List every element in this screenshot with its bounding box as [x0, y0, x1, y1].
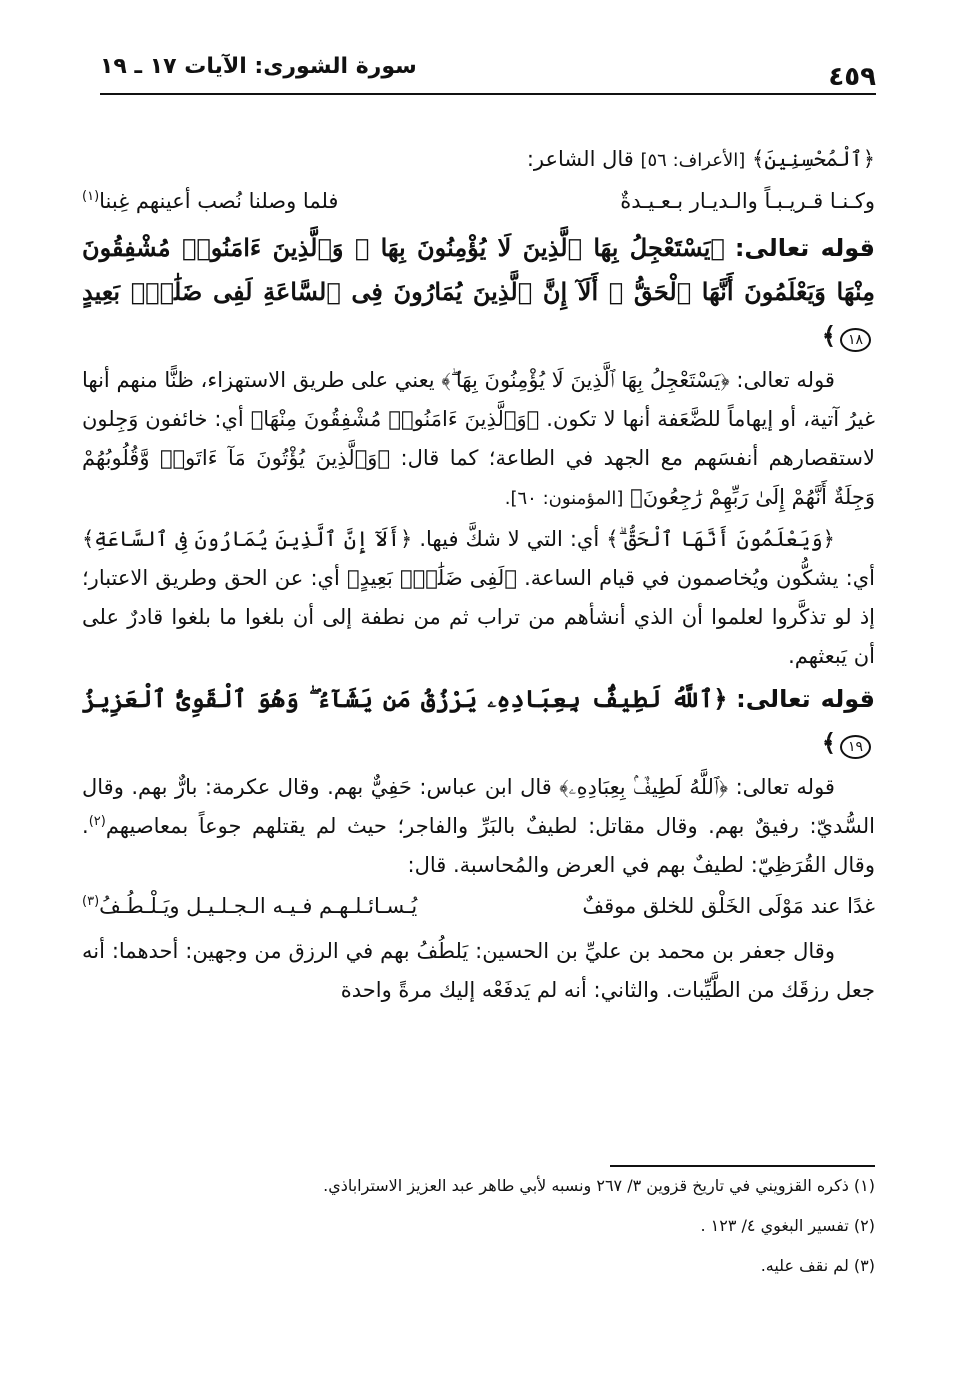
quran-quote: ﴿لَفِى ضَلَٰلٍۭ بَعِيدٍ﴾: [346, 566, 517, 590]
footnote-3: (٣) لم نقف عليه.: [760, 1256, 875, 1275]
paragraph-5: وقال جعفر بن محمد بن عليِّ بن الحسين: يَلطُفُ بهم في الرزق من وجهين: أحدهما: أنه جعل رزقَك من الطَّيِّبات. والثاني: أنه لم يَدفَعْه إليك مرةً واحدة: [82, 939, 875, 1002]
verse-heading-1: [82, 227, 875, 359]
paragraph-4: [82, 768, 875, 885]
paragraph-text: قوله تعالى:: [735, 775, 835, 799]
citation: [الأعراف: ٥٦]: [640, 150, 746, 171]
paragraph-text: قال الشاعر:: [526, 147, 634, 171]
quran-quote: ﴿ٱلْمُحْسِنِينَ﴾: [751, 147, 875, 171]
citation: [المؤمنون: ٦٠].: [504, 488, 624, 509]
paragraph-3: [82, 520, 875, 676]
heading-label: قوله تعالى:: [736, 685, 875, 713]
paragraph-2: [82, 361, 875, 518]
quran-quote: ﴿وَٱلَّذِينَ ءَامَنُوا۟ مُشْفِقُونَ مِنْهَا﴾: [250, 407, 540, 431]
verse-first-hemistich: وكـنـا قـريـبـاً والـديـار بـعـيـدةٌ: [620, 189, 875, 213]
page-header: [100, 46, 876, 94]
page-number: ٤٥٩: [828, 62, 876, 92]
quran-verse: ﴿ٱللَّهُ لَطِيفٌۢ بِعِبَادِهِۦ يَرْزُقُ مَن يَشَآءُ ۖ وَهُوَ ٱلْقَوِىُّ ٱلْعَزِيزُ: [82, 684, 728, 713]
verse-second-hemistich: يُـسـائـلـهـم فـيـه الـجـلـيـل ويَـلْـطُـفُ$^{(٣)}$: [82, 894, 418, 918]
verse-first-hemistich: غدًا عند مَوْلَى الخَلْق للخلق موقفٌ: [582, 894, 875, 918]
quran-quote: ﴿ٱللَّهُ لَطِيفٌۢ بِعِبَادِهِۦ﴾: [559, 775, 729, 799]
running-title: سورة الشورى: الآيات ١٧ ـ ١٩: [100, 54, 417, 79]
quran-quote: ﴿يَسْتَعْجِلُ بِهَا ٱلَّذِينَ لَا يُؤْمِنُونَ بِهَا ۖ﴾: [441, 368, 730, 392]
footnote-1: (١) ذكره القزويني في تاريخ قزوين ٣/ ٢٦٧ ونسبه لأبي طاهر عبد العزيز الاستراباذي.: [323, 1176, 875, 1195]
quran-quote: ﴿وَيَعْلَمُونَ أَنَّهَا ٱلْحَقُّ ۗ﴾: [606, 527, 835, 551]
footnote-marker: (٣): [82, 894, 100, 909]
footnotes: [82, 1166, 875, 1286]
quran-quote: ﴿وَٱلَّذِينَ يُؤْتُونَ مَآ ءَاتَوا۟ وَّقُلُوبُهُمْ وَجِلَةٌ أَنَّهُمْ إِلَىٰ رَبِّهِمْ رَٰجِعُونَ﴾: [82, 446, 875, 509]
quran-close-bracket: ﴾: [821, 321, 836, 350]
quran-quote: ﴿أَلَآ إِنَّ ٱلَّذِينَ يُمَارُونَ فِى ٱلسَّاعَةِ﴾: [82, 527, 413, 551]
footnote-2: (٢) تفسير البغوي ٤/ ١٢٣ .: [700, 1216, 875, 1235]
paragraph-1: [82, 140, 875, 180]
paragraph-text: أي: يشكُّون ويُخاصمون في قيام الساعة.: [524, 566, 875, 590]
aya-number-badge: ١٩: [840, 735, 871, 759]
paragraph-text: قوله تعالى:: [736, 368, 835, 392]
aya-number-badge: ١٨: [840, 328, 871, 352]
footnote-marker: (٢): [88, 814, 106, 829]
quran-verse: ﴿يَسْتَعْجِلُ بِهَا ٱلَّذِينَ لَا يُؤْمِنُونَ بِهَا ۖ وَٱلَّذِينَ ءَامَنُوا۟ مُشْفِقُونَ مِنْهَا وَيَعْلَمُونَ أَنَّهَا ٱلْحَقُّ ۗ أَلَآ إِنَّ ٱلَّذِينَ يُمَارُونَ فِى ٱلسَّاعَةِ لَفِى ضَلَٰلٍۭ بَعِيدٍ: [82, 233, 875, 306]
heading-label: قوله تعالى:: [734, 234, 876, 262]
header-rule: [100, 93, 876, 95]
quran-close-bracket: ﴾: [821, 728, 836, 757]
paragraph-text: أي: التي لا شكَّ فيها.: [419, 527, 600, 551]
paragraph-text: أي: عن الحق وطريق الاعتبار؛ إذ لو تذكَّروا لعلموا أن الذي أنشأهم من تراب ثم من نطفة إلى أن بلغوا ما بلغوا قادرٌ على أن يَبعثهم.: [82, 566, 875, 668]
main-text: [82, 140, 875, 1012]
verse-heading-2: [82, 678, 875, 766]
poetry-verse-1: [82, 182, 875, 221]
paragraph-text: . وقال القُرَظِيّ: لطيفٌ بهم في العرض والمُحاسبة. قال:: [82, 814, 875, 877]
paragraph-text: أي: خائفون وَجِلون لاستقصارهم أنفسَهم مع الجهد في الطاعة؛ كما قال:: [82, 407, 876, 470]
verse-second-hemistich: فلما وصلنا نُصب أعينهم غِبنا$^{(١)}$: [82, 189, 339, 213]
paragraph-text: قال ابن عباس: حَفِيٌّ بهم. وقال عكرمة: بارٌّ بهم. وقال السُّديّ: رفيقٌ بهم. وقال مقاتل: لطيفٌ بالبَرِّ والفاجر؛ حيث لم يقتلهم جوعاً بمعاصيهم: [82, 775, 875, 838]
poetry-verse-2: [82, 887, 875, 926]
paragraph-text: يعني على طريق الاستهزاء، ظنًّا منهم أنها غيرُ آتية، أو إيهاماً للضَّعَفة أنها لا تكون.: [82, 368, 875, 431]
footnote-marker: (١): [82, 189, 100, 204]
